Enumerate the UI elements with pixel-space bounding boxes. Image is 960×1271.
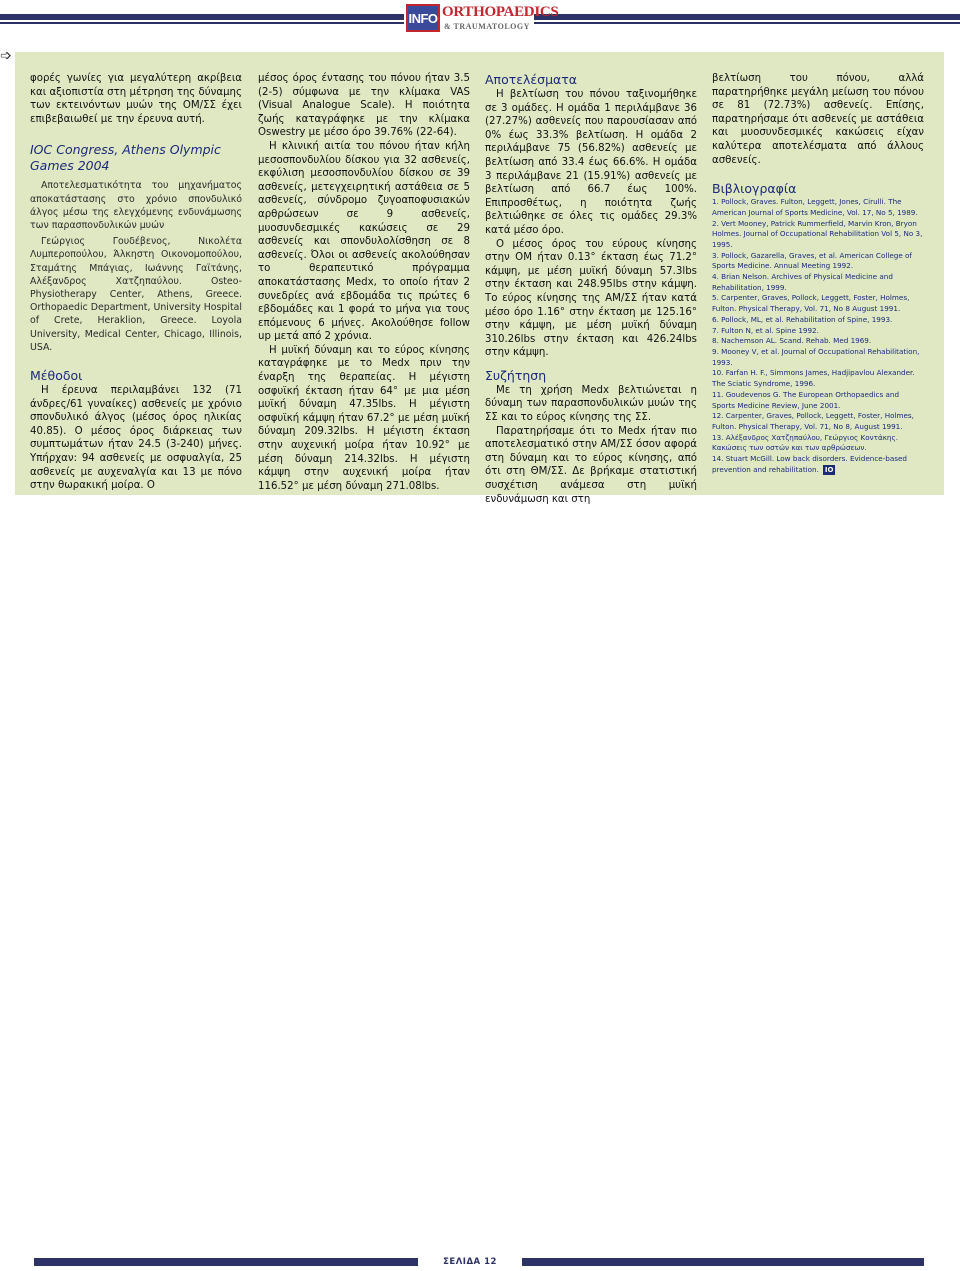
reference-item: 9. Mooney V, et al. Journal of Occupational Rehabilitation, 1993. <box>712 347 920 367</box>
reference-item: 6. Pollock, ML, et al. Rehabilitation of Spine, 1993. <box>712 314 893 324</box>
reference-item: 14. Stuart McGill. Low back disorders. Evidence-based prevention and rehabilitation. IO <box>712 454 907 474</box>
discussion-paragraph-1: Με τη χρήση Medx βελτιώνεται η δύναμη των παρασπονδυλικών μυών της ΣΣ και το εύρος κίνησης της ΣΣ. <box>485 384 697 424</box>
end-badge: IO <box>824 465 834 474</box>
discussion-heading: Συζήτηση <box>485 367 547 383</box>
page-number: ΣΕΛΙΔΑ 12 <box>418 1255 522 1269</box>
clinical-causes-paragraph: Η κλινική αιτία του πόνου ήταν κήλη μεσοσπονδυλίου δίσκου για 32 ασθενείς, εκφύλιση μεσοσπονδυλίου δίσκου σε 39 ασθενείς, μετεγχειρητική αστάθεια σε 5 ασθενείς, σύνδρομο ζυγοαποφυσιακών αρθρώσεων σε 9 ασθενείς, μυοσυνδεσμικές κακώσεις σε 29 ασθενείς και σπονδυλολίσθηση σε 8 ασθενείς. Όλοι οι ασθενείς ακολούθησαν το θεραπευτικό πρόγραμμα αποκατάστασης Medx, το οποίο ήταν 2 συνεδρίες ανά εβδομάδα τις πρώτες 6 εβδομάδες και 1 φορά το μήνα για τους επόμενους 6 μήνες. Ακολούθησε follow up μετά από 2 χρόνια. <box>258 140 470 343</box>
logo-orthopaedics: ORTHOPAEDICS <box>442 4 559 20</box>
reference-item: 7. Fulton N, et al. Spine 1992. <box>712 325 819 335</box>
results-heading: Αποτελέσματα <box>485 72 578 87</box>
methods-continued: μέσος όρος έντασης του πόνου ήταν 3.5 (2-5) σύμφωνα με την κλίμακα VAS (Visual Analogue Scale). Η ποιότητα ζωής καταγράφηκε με την κλίμακα Oswestry με μέσο όρο 39.76% (22-64). <box>258 73 470 139</box>
reference-item: 10. Farfan H. F., Simmons James, Hadjipavlou Alexander. The Sciatic Syndrome, 1996. <box>712 368 915 389</box>
intro-paragraph: φορές γωνίες για μεγαλύτερη ακρίβεια και αξιοπιστία στη μέτρηση της δύναμης των εκτεινόντων μυών της ΟΜ/ΣΣ έχει επιβεβαιωθεί με την έρευνα αυτή. <box>30 73 242 125</box>
authors-affiliations: Γεώργιος Γουδέβενος, Νικολέτα Λυμπεροπούλου, Άλκηστη Οικονομοπούλου, Σταμάτης Μπάγιας, Ιωάννης Γαϊτάνης, Αλέξανδρος Χατζηπαύλου. Osteo-Physiotherapy Center, Athens, Greece. Orthopaedic Department, University Hospital of Crete, Heraklion, Greece. Loyola University, Medical Center, Chicago, Illinois, USA. <box>30 236 242 353</box>
arrow-right-icon: ➩ <box>0 48 12 64</box>
references-heading: Βιβλιογραφία <box>712 181 797 197</box>
logo-traumatology: & TRAUMATOLOGY <box>444 22 530 31</box>
discussion-paragraph-2: Παρατηρήσαμε ότι το Medx ήταν πιο αποτελεσματικό στην ΑΜ/ΣΣ όσον αφορά στη δύναμη και το εύρος κίνησης, από ότι στη ΘΜ/ΣΣ. Δε βρήκαμε στατιστική συσχέτιση ανάμεσα στη μυϊκή ενδυνάμωση και στη <box>485 425 697 505</box>
results-paragraph-2: Ο μέσος όρος του εύρους κίνησης στην ΟΜ ήταν 0.13° έκταση έως 71.2° κάμψη, με μέση μυϊκή δύναμη 57.3lbs στην έκταση και 248.95lbs στην κάμψη. Το εύρος κίνησης της ΑΜ/ΣΣ ήταν κατά μέσο όρο 1.16° στην έκταση με 125.16° στην κάμψη, με μέση μυϊκή δύναμη 310.26lbs στην έκταση και 426.24lbs στην κάμψη. <box>485 238 697 359</box>
reference-item: 13. Αλέξανδρος Χατζηπαύλου, Γεώργιος Κοντάκης. Κακώσεις των οστών και των αρθρώσεων. <box>712 432 898 453</box>
reference-item: 4. Brian Nelson. Archives of Physical Medicine and Rehabilitation, 1999. <box>712 272 893 292</box>
column-3 <box>485 72 697 506</box>
baseline-measurements-paragraph: Η μυϊκή δύναμη και το εύρος κίνησης καταγράφηκε με το Medx πριν την έναρξη της θεραπείας. Η μέγιστη οσφυϊκή έκταση ήταν 64° με μια μέση μυϊκή δύναμη 47.35lbs. Η μέγιστη οσφυϊκή κάμψη ήταν 67.2° με μέση μυϊκή δύναμη 209.32lbs. Η μέγιστη έκταση στην αυχενική μοίρα ήταν 10.92° με μέση δύναμη 214.32lbs. Η μέγιστη κάμψη στην αυχενική μοίρα ήταν 116.52° με μέση δύναμη 271.08lbs. <box>258 344 470 492</box>
references-list <box>712 197 924 475</box>
reference-item: 3. Pollock, Gazarella, Graves, et al. American College of Sports Medicine. Annual Meeting 1992. <box>712 250 912 271</box>
reference-item: 11. Goudevenos G. The European Orthopaedics and Sports Medicine Review, June 2001. <box>712 389 900 410</box>
reference-item: 5. Carpenter, Graves, Pollock, Leggett, Foster, Holmes, Fulton. Physical Therapy, Vol. 71, No 8 August 1991. <box>712 293 910 314</box>
discussion-continued: βελτίωση του πόνου, αλλά παρατηρήθηκε μεγάλη μείωση του πόνου σε 81 (72.73%) ασθενείς. Επίσης, παρατηρήσαμε ότι ασθενείς με αστάθεια και μυοσυνδεσμικές κακώσεις είχαν καλύτερα αποτελέσματα από άλλους ασθενείς. <box>712 73 924 166</box>
reference-item: 8. Nachemson AL. Scand. Rehab. Med 1969. <box>712 336 872 346</box>
results-paragraph-1: Η βελτίωση του πόνου ταξινομήθηκε σε 3 ομάδες. Η ομάδα 1 περιλάμβανε 36 (27.27%) ασθενείς που παρουσίασαν από 0% έως 33.3% βελτίωση. Η ομάδα 2 περιλάμβανε 75 (56.82%) ασθενείς με βελτίωση από 33.4 έως 66.6%. Η ομάδα 3 περιλάμβανε 21 (15.91%) ασθενείς με βελτίωση από 66.7 έως 100%. Επιπροσθέτως, η ποιότητα ζωής βελτιώθηκε σε όλες τις ομάδες 29.3% κατά μέσο όρο. <box>485 89 697 236</box>
logo-info: INFO <box>406 4 440 32</box>
methods-heading: Μέθοδοι <box>30 368 83 384</box>
study-subtitle: Αποτελεσματικότητα του μηχανήματος αποκατάστασης στο χρόνιο σπονδυλικό άλγος μέσω της ελεγχόμενης ενδυνάμωσης των παρασπονδυλικών μυών <box>30 180 242 231</box>
column-4 <box>712 72 924 475</box>
reference-item: 2. Vert Mooney, Patrick Rummerfield, Marvin Kron, Bryon Holmes. Journal of Occupational Rehabilitation Vol 5, No 3, 1995. <box>712 218 923 249</box>
magazine-logo <box>404 3 559 33</box>
congress-title: IOC Congress, Athens Olympic Games 2004 <box>30 142 221 174</box>
column-1 <box>30 72 242 493</box>
reference-item: 12. Carpenter, Graves, Pollock, Leggett, Foster, Holmes, Fulton. Physical Therapy, Vol. 71, No 8, August 1991. <box>712 411 914 431</box>
reference-item: 1. Pollock, Graves. Fulton, Leggett, Jones, Cirulli. The American Journal of Sports Medicine, Vol. 17, No 5, 1989. <box>712 197 918 217</box>
column-2 <box>258 72 470 493</box>
methods-paragraph: Η έρευνα περιλαμβάνει 132 (71 άνδρες/61 γυναίκες) ασθενείς με χρόνιο σπονδυλικό άλγος (μέσος όρος ηλικίας 40.85). Ο μέσος όρος διάρκειας των συμπτωμάτων ήταν 24.5 (3-240) μήνες. Υπήρχαν: 94 ασθενείς με οσφυαλγία, 25 ασθενείς με αυχεναλγία και 13 με πόνο στην θωρακική μοίρα. Ο <box>30 385 242 492</box>
